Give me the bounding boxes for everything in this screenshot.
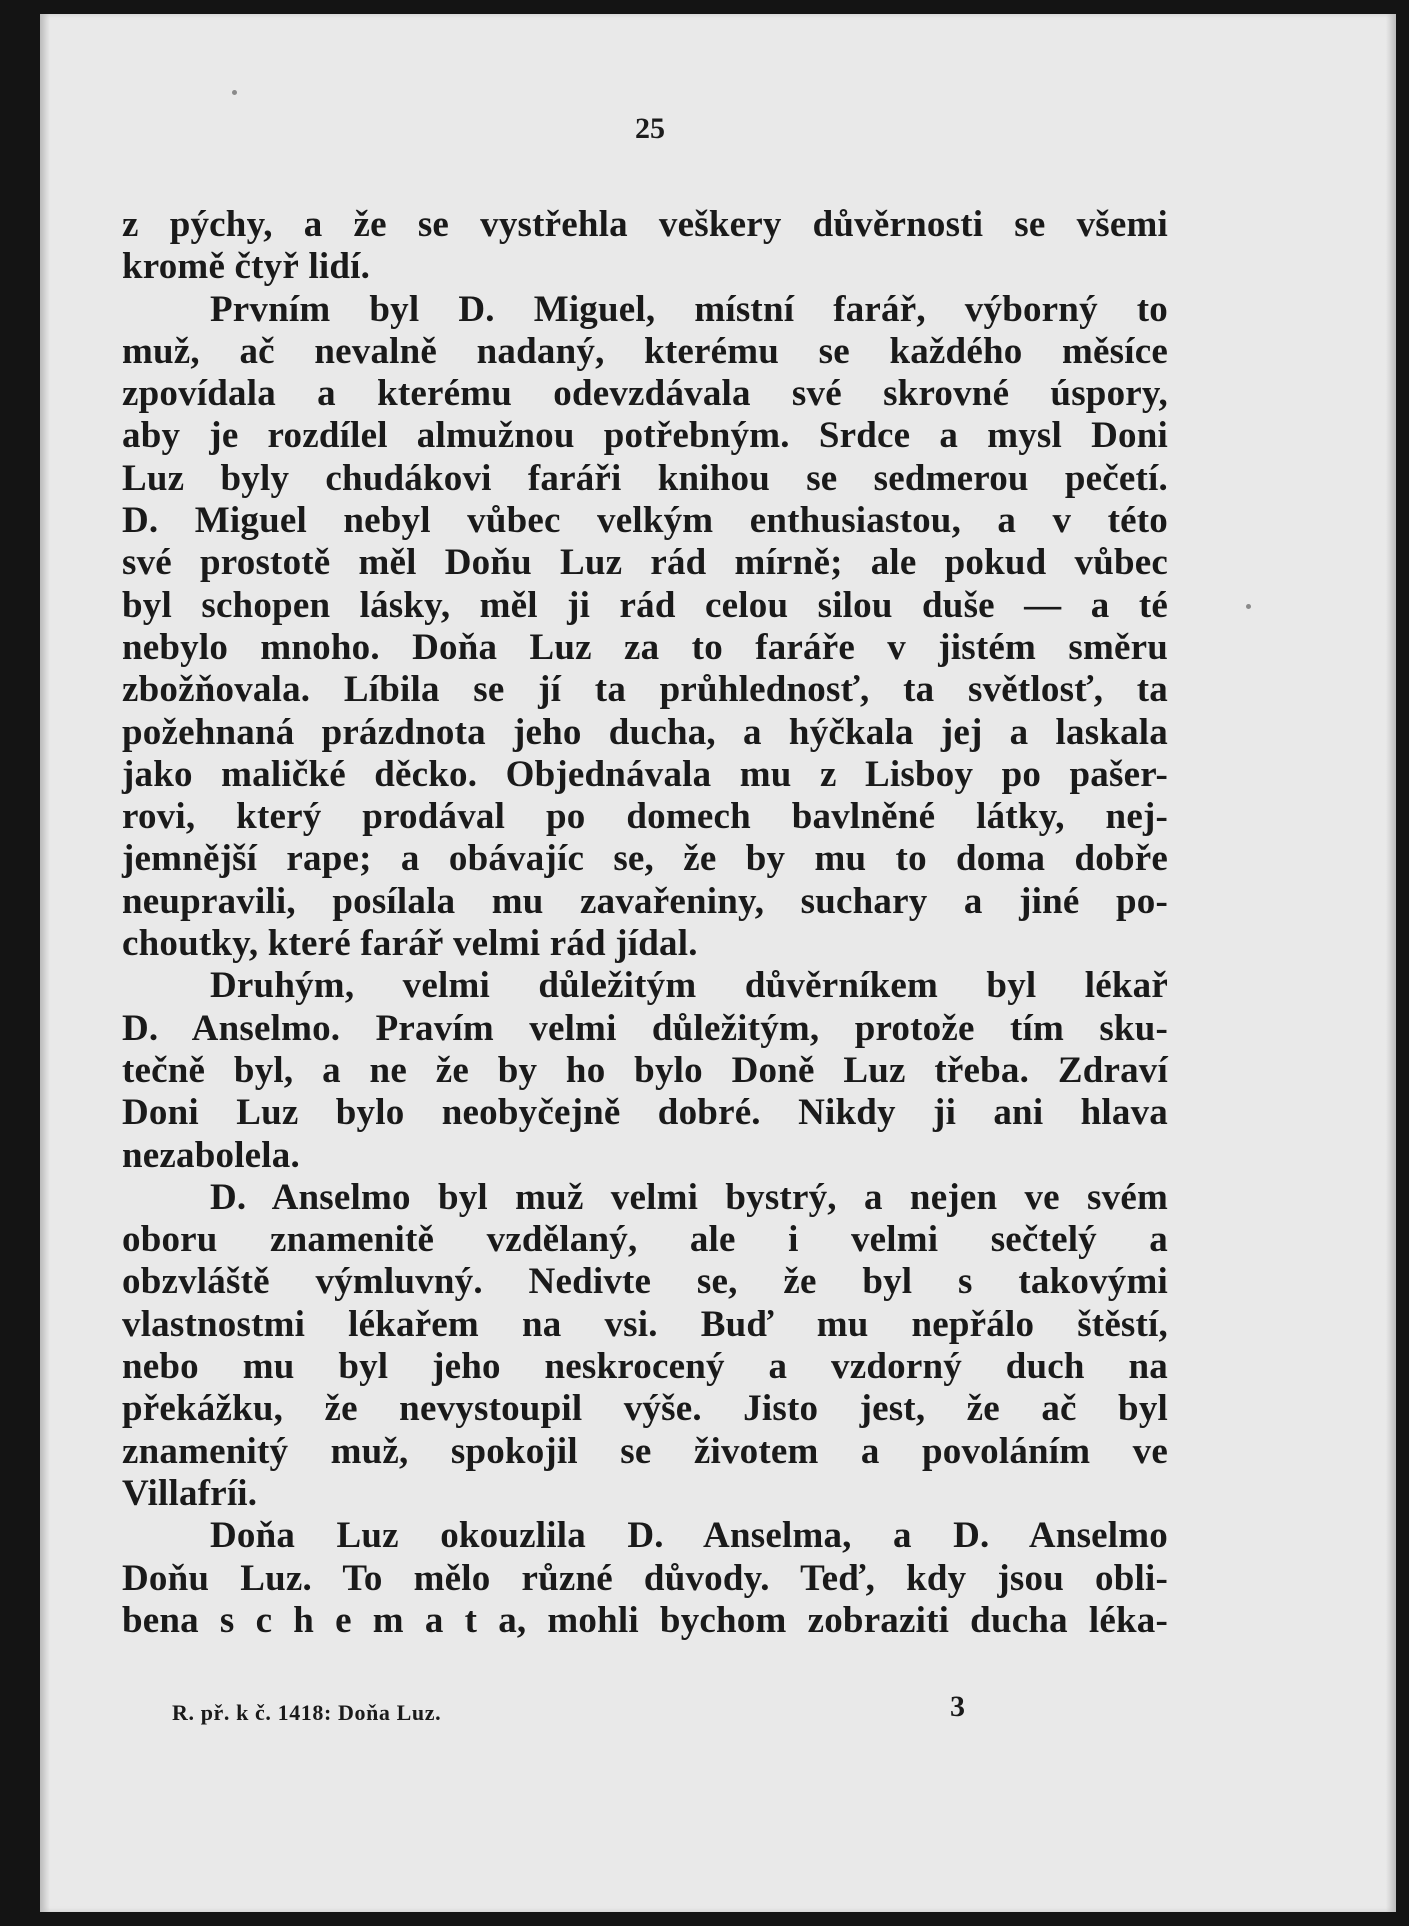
- paragraph: [122, 1177, 1168, 1515]
- text-line: zbožňovala. Líbila se jí ta průhlednosť, ta světlosť, ta: [122, 669, 1168, 711]
- text-line: Prvním byl D. Miguel, místní farář, výborný to: [210, 288, 1168, 330]
- text-line: D. Anselmo. Pravím velmi důležitým, protože tím sku-: [122, 1007, 1168, 1049]
- text-line: Doňa Luz okouzlila D. Anselma, a D. Anselmo: [210, 1515, 1168, 1557]
- text-line: byl schopen lásky, měl ji rád celou silou duše — a té: [122, 584, 1168, 626]
- paper-speck: [232, 90, 237, 95]
- text-line: bena s c h e m a t a, mohli bychom zobraziti ducha léka-: [122, 1599, 1168, 1641]
- text-line: rovi, který prodával po domech bavlněné látky, nej-: [122, 796, 1168, 838]
- text-line: překážku, že nevystoupil výše. Jisto jest, že ač byl: [122, 1388, 1168, 1430]
- page-number: 25: [635, 112, 665, 145]
- text-line: obzvláště výmluvný. Nedivte se, že byl s takovými: [122, 1261, 1168, 1303]
- text-line: kromě čtyř lidí.: [122, 246, 371, 288]
- text-line: jako maličké děcko. Objednávala mu z Lisboy po pašer-: [122, 753, 1168, 795]
- paragraph: [122, 204, 1168, 289]
- text-line: nezabolela.: [122, 1134, 300, 1176]
- text-line: tečně byl, a ne že by ho bylo Doně Luz třeba. Zdraví: [122, 1049, 1168, 1091]
- text-line: své prostotě měl Doňu Luz rád mírně; ale pokud vůbec: [122, 542, 1168, 584]
- text-line: zpovídala a kterému odevzdávala své skrovné úspory,: [122, 373, 1168, 415]
- text-line: D. Anselmo byl muž velmi bystrý, a nejen ve svém: [210, 1176, 1168, 1218]
- text-line: neupravili, posílala mu zavařeniny, suchary a jiné po-: [122, 880, 1168, 922]
- text-line: nebo mu byl jeho neskrocený a vzdorný duch na: [122, 1346, 1168, 1388]
- text-line: D. Miguel nebyl vůbec velkým enthusiastou, a v této: [122, 500, 1168, 542]
- text-line: aby je rozdílel almužnou potřebným. Srdce a mysl Doni: [122, 415, 1168, 457]
- paragraph: [122, 1515, 1168, 1642]
- page-edge-shadow-left: [40, 14, 50, 1912]
- text-line: nebylo mnoho. Doňa Luz za to faráře v jistém směru: [122, 626, 1168, 668]
- text-line: jemnější rape; a obávajíc se, že by mu to doma dobře: [122, 838, 1168, 880]
- text-line: Doni Luz bylo neobyčejně dobré. Nikdy ji ani hlava: [122, 1092, 1168, 1134]
- text-line: oboru znamenitě vzdělaný, ale i velmi sečtelý a: [122, 1219, 1168, 1261]
- text-line: choutky, které farář velmi rád jídal.: [122, 923, 698, 965]
- footer-signature: R. př. k č. 1418: Doňa Luz.: [172, 1700, 442, 1725]
- text-line: z pýchy, a že se vystřehla veškery důvěrnosti se všemi: [122, 204, 1168, 245]
- paragraph: [122, 289, 1168, 966]
- footer-sheet-number: 3: [950, 1690, 965, 1723]
- text-line: požehnaná prázdnota jeho ducha, a hýčkala jej a laskala: [122, 711, 1168, 753]
- text-line: muž, ač nevalně nadaný, kterému se každého měsíce: [122, 330, 1168, 372]
- text-line: vlastnostmi lékařem na vsi. Buď mu nepřálo štěstí,: [122, 1303, 1168, 1345]
- paragraph: [122, 965, 1168, 1176]
- text-line: Druhým, velmi důležitým důvěrníkem byl lékař: [210, 965, 1168, 1007]
- page-edge-shadow-right: [1386, 14, 1396, 1912]
- body-text: [122, 204, 1168, 1642]
- text-line: znamenitý muž, spokojil se životem a povoláním ve: [122, 1430, 1168, 1472]
- paper-speck: [1246, 604, 1251, 609]
- text-line: Villafríi.: [122, 1472, 258, 1514]
- text-line: Doňu Luz. To mělo různé důvody. Teď, kdy jsou obli-: [122, 1557, 1168, 1599]
- text-line: Luz byly chudákovi faráři knihou se sedmerou pečetí.: [122, 457, 1168, 499]
